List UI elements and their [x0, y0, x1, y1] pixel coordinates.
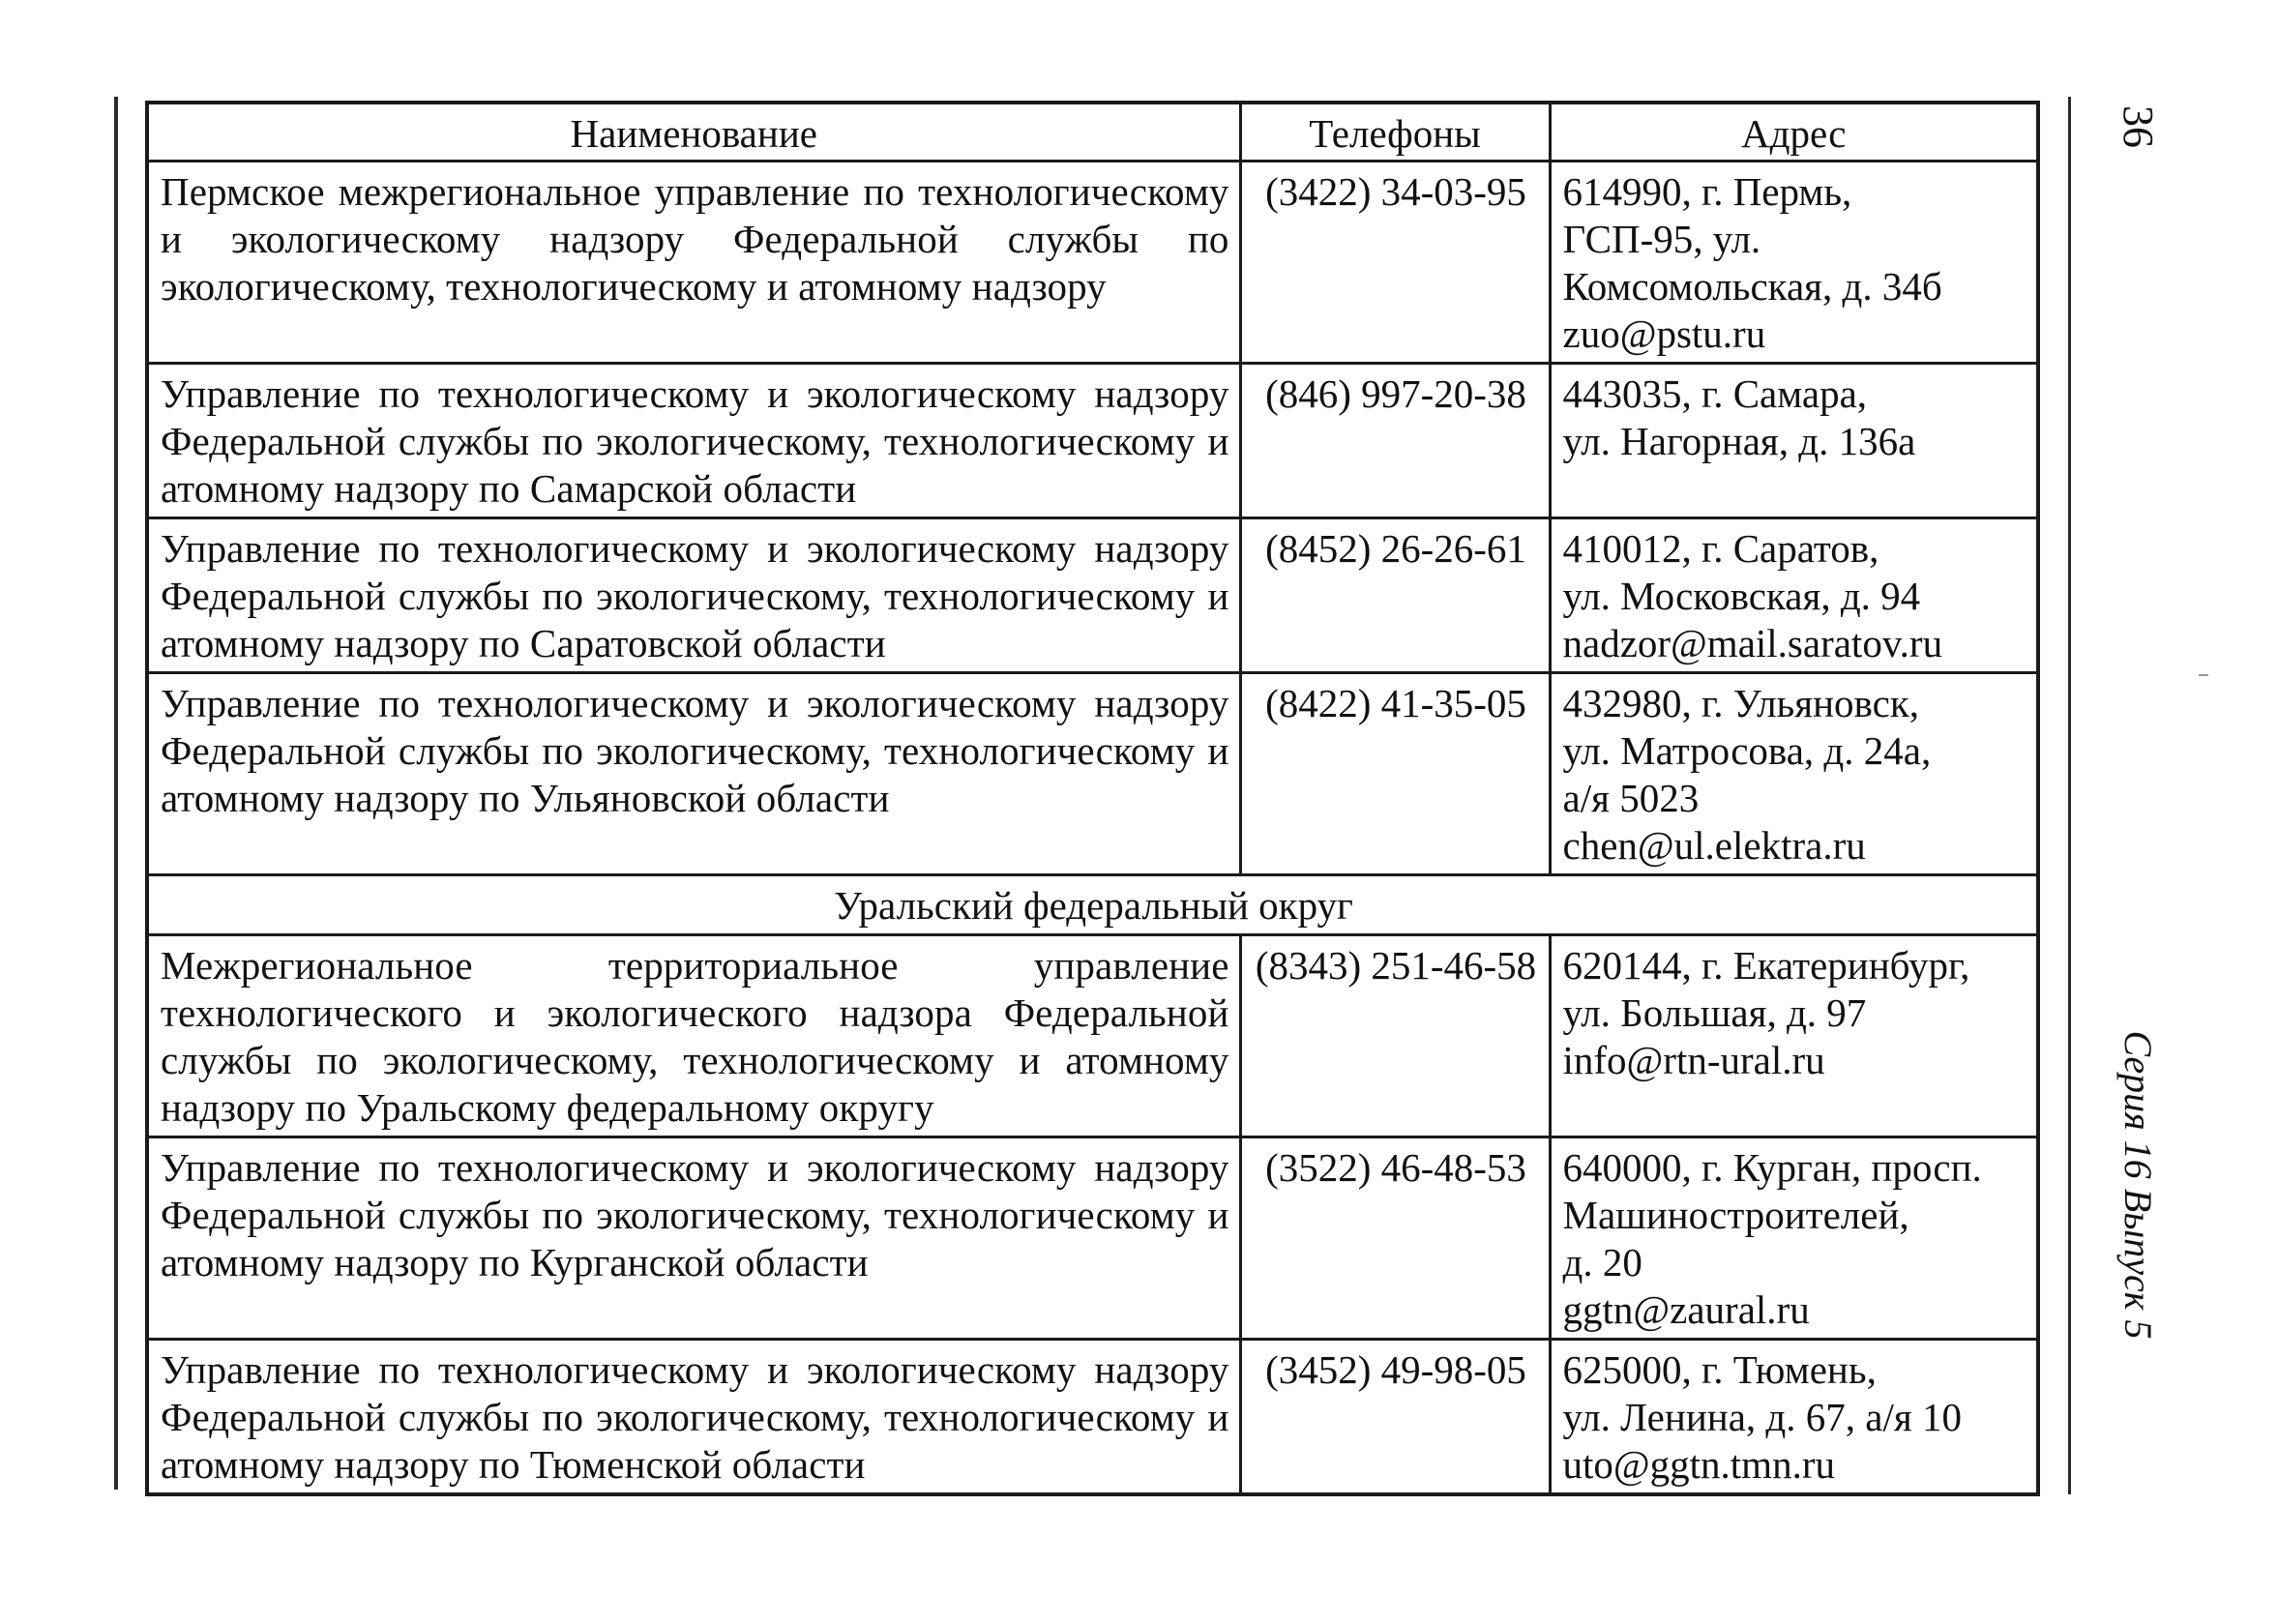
- address-line: д. 20: [1562, 1240, 1642, 1284]
- agency-address: [1550, 364, 2038, 518]
- address-line: ул. Матросова, д. 24а,: [1562, 728, 1932, 773]
- address-line: 614990, г. Пермь,: [1562, 169, 1852, 214]
- agency-name: Управление по технологическому и экологическому надзору Федеральной службы по экологическому, технологическому и атомному надзору по Саратовской области: [147, 518, 1240, 673]
- agency-email: nadzor@mail.saratov.ru: [1562, 621, 1943, 665]
- table-row: [147, 935, 2038, 1137]
- scan-mark: [2199, 674, 2208, 676]
- agency-phone: (3522) 46-48-53: [1240, 1137, 1550, 1340]
- table-row: [147, 1340, 2038, 1495]
- table-row: [147, 518, 2038, 673]
- agency-address: [1550, 518, 2038, 673]
- agency-email: ggtn@zaural.ru: [1562, 1287, 1810, 1332]
- agency-phone: (846) 997-20-38: [1240, 364, 1550, 518]
- agency-email: info@rtn-ural.ru: [1562, 1038, 1825, 1082]
- header-name: Наименование: [147, 103, 1240, 162]
- address-line: ГСП-95, ул. Комсомольская, д. 34б: [1562, 217, 1942, 309]
- agency-address: [1550, 162, 2038, 364]
- agency-name: Межрегиональное территориальное управление технологического и экологического надзора Федеральной службы по экологическому, технологическому и атомному надзору по Уральскому федеральному округу: [147, 935, 1240, 1137]
- agency-phone: (8422) 41-35-05: [1240, 673, 1550, 875]
- agency-name: Управление по технологическому и экологическому надзору Федеральной службы по экологическому, технологическому и атомному надзору по Ульяновской области: [147, 673, 1240, 875]
- address-line: 443035, г. Самара,: [1562, 371, 1868, 416]
- address-line: Машиностроителей,: [1562, 1193, 1909, 1237]
- agency-name: Управление по технологическому и экологическому надзору Федеральной службы по экологическому, технологическому и атомному надзору по Тюменской области: [147, 1340, 1240, 1495]
- table-body-group1: [147, 162, 2038, 875]
- table-body-group2: [147, 935, 2038, 1495]
- table-row: [147, 364, 2038, 518]
- address-line: ул. Нагорная, д. 136а: [1562, 419, 1916, 463]
- address-line: 432980, г. Ульяновск,: [1562, 681, 1920, 725]
- series-label: Серия 16 Выпуск 5: [2116, 1030, 2160, 1340]
- section-title: Уральский федеральный округ: [147, 875, 2038, 935]
- address-line: 640000, г. Курган, просп.: [1562, 1145, 1982, 1190]
- address-line: а/я 5023: [1562, 776, 1700, 820]
- agencies-table: [145, 101, 2040, 1496]
- agency-email: chen@ul.elektra.ru: [1562, 823, 1866, 868]
- address-line: ул. Ленина, д. 67, а/я 10: [1562, 1395, 1962, 1439]
- agency-address: [1550, 935, 2038, 1137]
- right-margin-rule: [2068, 97, 2071, 1494]
- agency-email: zuo@pstu.ru: [1562, 311, 1766, 356]
- table-row: [147, 1137, 2038, 1340]
- agency-name: Управление по технологическому и экологическому надзору Федеральной службы по экологическому, технологическому и атомному надзору по Самарской области: [147, 364, 1240, 518]
- agency-email: uto@ggtn.tmn.ru: [1562, 1442, 1835, 1487]
- agency-phone: (3452) 49-98-05: [1240, 1340, 1550, 1495]
- page-number: 36: [2115, 105, 2162, 148]
- header-phone: Телефоны: [1240, 103, 1550, 162]
- agency-phone: (8343) 251-46-58: [1240, 935, 1550, 1137]
- section-body: [147, 875, 2038, 935]
- left-margin-rule: [114, 97, 118, 1490]
- header-address: Адрес: [1550, 103, 2038, 162]
- agency-address: [1550, 673, 2038, 875]
- address-line: 625000, г. Тюмень,: [1562, 1347, 1877, 1392]
- address-line: ул. Большая, д. 97: [1562, 990, 1867, 1035]
- address-line: 410012, г. Саратов,: [1562, 526, 1879, 571]
- address-line: ул. Московская, д. 94: [1562, 574, 1921, 618]
- agency-phone: (8452) 26-26-61: [1240, 518, 1550, 673]
- table-row: [147, 673, 2038, 875]
- header-row: [147, 103, 2038, 162]
- address-line: 620144, г. Екатеринбург,: [1562, 943, 1970, 988]
- table-row: [147, 162, 2038, 364]
- agency-address: [1550, 1340, 2038, 1495]
- section-row: [147, 875, 2038, 935]
- agency-phone: (3422) 34-03-95: [1240, 162, 1550, 364]
- agency-address: [1550, 1137, 2038, 1340]
- agency-name: Управление по технологическому и экологическому надзору Федеральной службы по экологическому, технологическому и атомному надзору по Курганской области: [147, 1137, 1240, 1340]
- agency-name: Пермское межрегиональное управление по технологическому и экологическому надзору Федеральной службы по экологическому, технологическому и атомному надзору: [147, 162, 1240, 364]
